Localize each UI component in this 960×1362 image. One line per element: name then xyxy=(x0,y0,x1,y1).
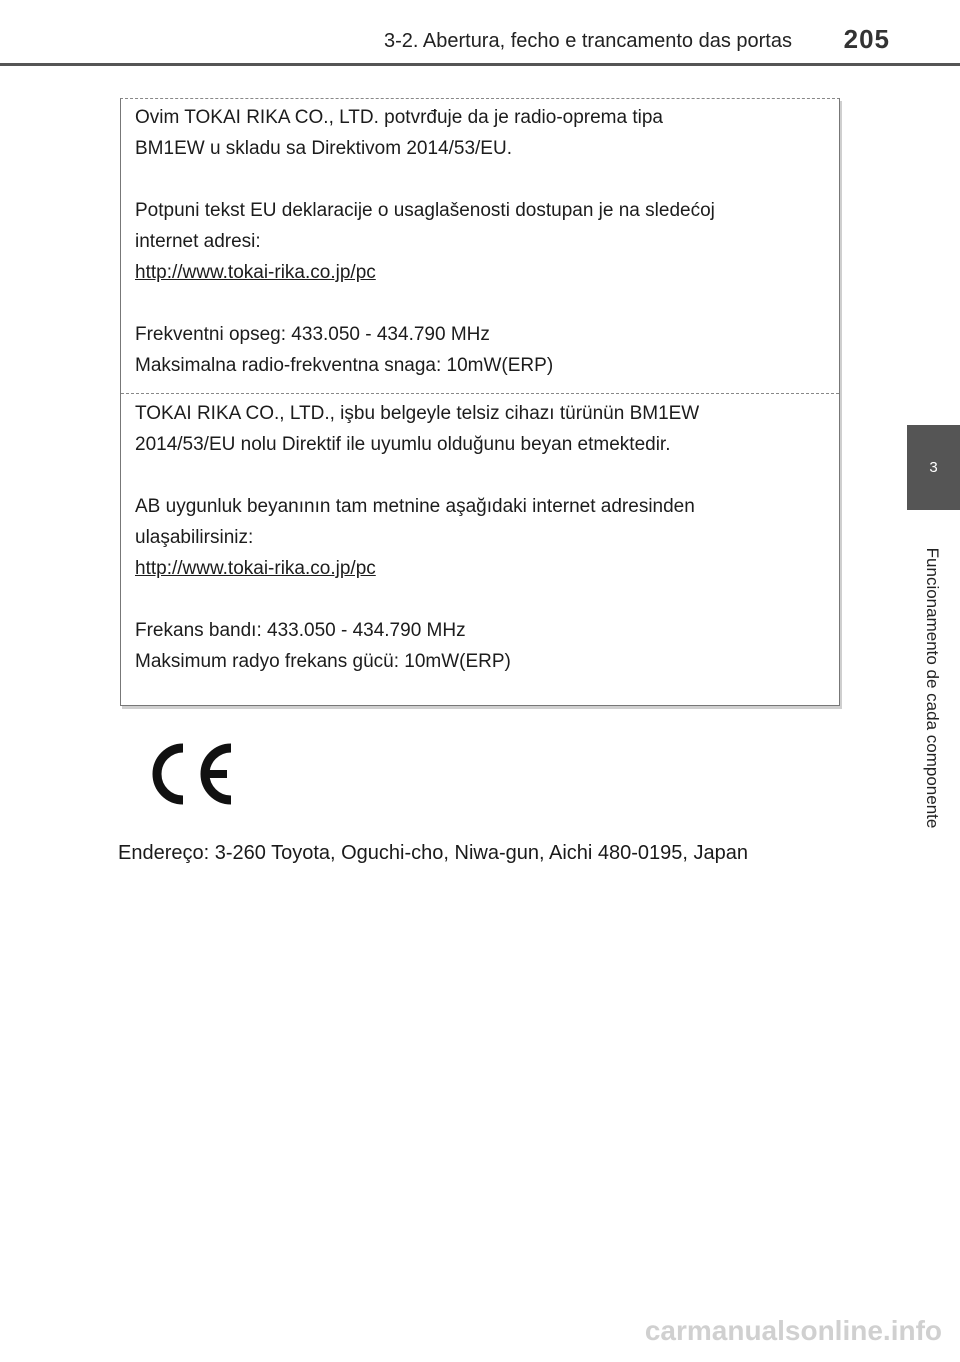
page-number: 205 xyxy=(843,24,890,54)
frequency-range: Frekventni opseg: 433.050 - 434.790 MHz xyxy=(135,324,490,345)
manufacturer-address: Endereço: 3-260 Toyota, Oguchi-cho, Niwa-gun, Aichi 480-0195, Japan xyxy=(118,842,749,864)
max-power: Maksimalna radio-frekventna snaga: 10mW(ERP) xyxy=(135,355,554,376)
declaration-turkish xyxy=(135,398,825,677)
declaration-text: Ovim TOKAI RIKA CO., LTD. potvrđuje da je radio-oprema tipa xyxy=(135,107,663,128)
chapter-number: 3 xyxy=(929,459,938,476)
chapter-title: Funcionamento de cada componente xyxy=(923,547,942,829)
declaration-text: AB uygunluk beyanının tam metnine aşağıdaki internet adresinden xyxy=(135,496,695,517)
declaration-serbian xyxy=(135,102,825,381)
section-divider xyxy=(121,393,839,394)
frequency-range: Frekans bandı: 433.050 - 434.790 MHz xyxy=(135,620,466,641)
declaration-text: Potpuni tekst EU deklaracije o usaglašenosti dostupan je na sledećoj xyxy=(135,200,715,221)
max-power: Maksimum radyo frekans gücü: 10mW(ERP) xyxy=(135,651,511,672)
ce-mark-icon xyxy=(143,740,239,808)
header-divider xyxy=(0,63,960,66)
declaration-box xyxy=(120,98,840,706)
declaration-text: 2014/53/EU nolu Direktif ile uyumlu olduğunu beyan etmektedir. xyxy=(135,434,671,455)
declaration-text: internet adresi: xyxy=(135,231,261,252)
declaration-text: BM1EW u skladu sa Direktivom 2014/53/EU. xyxy=(135,138,512,159)
declaration-text: ulaşabilirsiniz: xyxy=(135,527,254,548)
declaration-url-link[interactable]: http://www.tokai-rika.co.jp/pc xyxy=(135,558,376,579)
declaration-text: TOKAI RIKA CO., LTD., işbu belgeyle telsiz cihazı türünün BM1EW xyxy=(135,403,700,424)
declaration-url-link[interactable]: http://www.tokai-rika.co.jp/pc xyxy=(135,262,376,283)
header-section-title: 3-2. Abertura, fecho e trancamento das portas xyxy=(383,30,792,52)
watermark: carmanualsonline.info xyxy=(644,1315,942,1346)
chapter-tab xyxy=(907,425,960,510)
